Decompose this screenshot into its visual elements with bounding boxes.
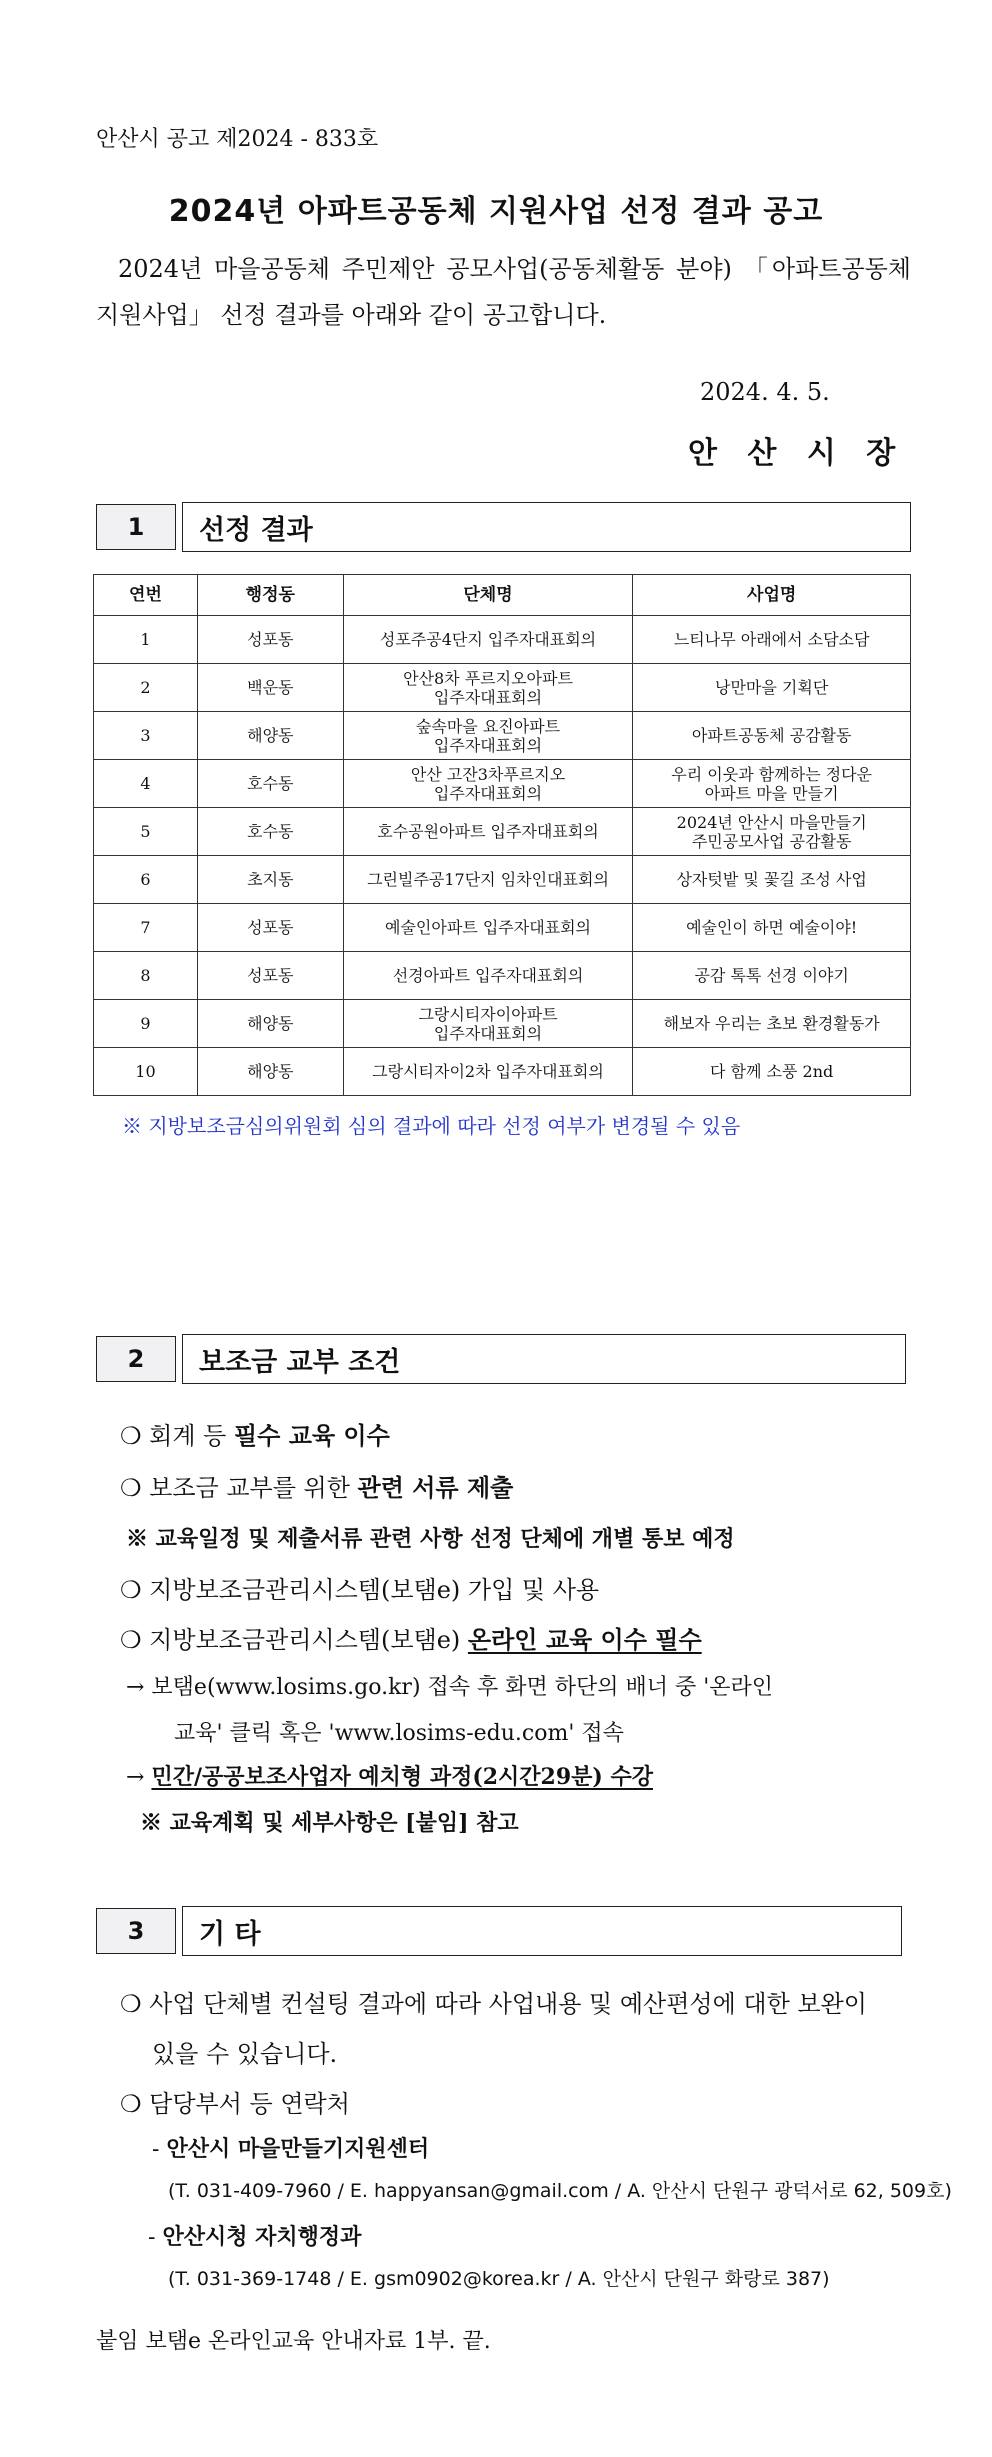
cell-project-line: 주민공모사업 공감활동 [691,831,852,851]
cell-group-line: 입주자대표회의 [433,1023,543,1043]
cell-group-line: 호수공원아파트 입주자대표회의 [377,822,599,841]
other-consulting-line-2: 있을 수 있습니다. [152,2040,338,2068]
cell-no: 9 [94,1000,198,1048]
intro-line-1: 2024년 마을공동체 주민제안 공모사업(공동체활동 분야) 「아파트공동체 [118,255,911,283]
cell-group-line: 입주자대표회의 [433,783,543,803]
table-row [94,1000,911,1048]
footer-attachment: 붙임 보탬e 온라인교육 안내자료 1부. 끝. [96,2329,491,2354]
cell-project-line: 공감 톡톡 선경 이야기 [694,966,849,985]
cell-no: 6 [94,856,198,904]
table-row [94,808,911,856]
notice-date: 2024. 4. 5. [700,378,830,406]
cell-no: 10 [94,1048,198,1096]
table-row [94,664,911,712]
other-consulting-line-1: ❍ 사업 단체별 컨설팅 결과에 따라 사업내용 및 예산편성에 대한 보완이 [120,1990,867,2018]
access-instructions-line-2: 교육' 클릭 혹은 'www.losims-edu.com' 접속 [174,1721,624,1746]
cell-group-line: 선경아파트 입주자대표회의 [392,966,584,985]
cell-dong: 호수동 [197,808,343,856]
cell-project [633,904,911,952]
condition-education: ❍ 회계 등 필수 교육 이수 [120,1421,390,1450]
page-title: 2024년 아파트공동체 지원사업 선정 결과 공고 [168,194,824,229]
table-row [94,760,911,808]
cell-project-line: 상자텃밭 및 꽃길 조성 사업 [676,870,867,889]
table-row [94,1048,911,1096]
cell-no: 8 [94,952,198,1000]
contact-office-info: (T. 031-369-1748 / E. gsm0902@korea.kr / A. 안산시 단원구 화랑로 387) [168,2268,830,2290]
cell-project [633,1048,911,1096]
cell-dong: 성포동 [197,952,343,1000]
cell-group-line: 입주자대표회의 [433,687,543,707]
course-instruction: → 민간/공공보조사업자 예치형 과정(2시간29분) 수강 [126,1764,653,1790]
condition-notice: ※ 교육일정 및 제출서류 관련 사항 선정 단체에 개별 통보 예정 [126,1526,735,1552]
cell-group [343,856,633,904]
table-row [94,952,911,1000]
cell-project [633,712,911,760]
cell-group-line: 예술인아파트 입주자대표회의 [385,918,592,937]
cell-group [343,1048,633,1096]
selection-note: ※ 지방보조금심의위원회 심의 결과에 따라 선정 여부가 변경될 수 있음 [122,1114,741,1138]
cell-no: 2 [94,664,198,712]
section-2-title: 보조금 교부 조건 [182,1334,906,1384]
section-3-number: 3 [96,1908,176,1954]
section-1-number: 1 [96,504,176,550]
cell-project-line: 예술인이 하면 예술이야! [686,918,858,937]
cell-no: 3 [94,712,198,760]
cell-project [633,952,911,1000]
cell-project-line: 낭만마을 기획단 [715,678,829,697]
contact-center-info: (T. 031-409-7960 / E. happyansan@gmail.com / A. 안산시 단원구 광덕서로 62, 509호) [168,2180,952,2202]
section-1-title: 선정 결과 [182,502,911,552]
table-row [94,616,911,664]
cell-project-line: 우리 이웃과 함께하는 정다운 [671,764,873,784]
cell-no: 7 [94,904,198,952]
cell-dong: 해양동 [197,1000,343,1048]
cell-group-line: 안산 고잔3차푸르지오 [410,764,566,784]
cell-dong: 해양동 [197,712,343,760]
cell-dong: 성포동 [197,616,343,664]
cell-project [633,856,911,904]
cell-group [343,904,633,952]
contact-heading: ❍ 담당부서 등 연락처 [120,2090,350,2118]
cell-group [343,616,633,664]
condition-system-join: ❍ 지방보조금관리시스템(보탬e) 가입 및 사용 [120,1576,600,1604]
cell-dong: 성포동 [197,904,343,952]
cell-group [343,1000,633,1048]
cell-group [343,664,633,712]
cell-group [343,760,633,808]
col-header-group: 단체명 [343,575,633,616]
cell-dong: 초지동 [197,856,343,904]
table-row [94,904,911,952]
cell-no: 1 [94,616,198,664]
cell-no: 5 [94,808,198,856]
cell-group-line: 안산8차 푸르지오아파트 [403,668,573,688]
cell-group-line: 숲속마을 요진아파트 [415,716,561,736]
table-row [94,856,911,904]
cell-no: 4 [94,760,198,808]
contact-center-name: - 안산시 마을만들기지원센터 [152,2137,430,2162]
section-3-title: 기 타 [182,1906,902,1956]
cell-group [343,712,633,760]
cell-dong: 백운동 [197,664,343,712]
intro-line-2: 지원사업」 선정 결과를 아래와 같이 공고합니다. [96,301,607,329]
cell-group [343,808,633,856]
cell-project-line: 해보자 우리는 초보 환경활동가 [663,1014,880,1033]
cell-project-line: 다 함께 소풍 2nd [710,1062,834,1081]
attachment-reference: ※ 교육계획 및 세부사항은 [붙임] 참고 [140,1810,519,1836]
notice-number: 안산시 공고 제2024 - 833호 [96,127,379,152]
cell-project [633,808,911,856]
table-row [94,712,911,760]
selection-table [93,574,911,1096]
cell-group [343,952,633,1000]
intro-paragraph [96,246,911,338]
section-2-number: 2 [96,1336,176,1382]
access-instructions-line-1: → 보탬e(www.losims.go.kr) 접속 후 화면 하단의 배너 중 '온라인 [126,1675,774,1700]
cell-project [633,664,911,712]
col-header-project: 사업명 [633,575,911,616]
cell-dong: 호수동 [197,760,343,808]
cell-project [633,760,911,808]
cell-project [633,616,911,664]
cell-group-line: 그랑시티자이아파트 [418,1004,558,1024]
cell-group-line: 입주자대표회의 [433,735,543,755]
cell-group-line: 그랑시티자이2차 입주자대표회의 [372,1062,604,1081]
cell-project [633,1000,911,1048]
condition-documents: ❍ 보조금 교부를 위한 관련 서류 제출 [120,1473,514,1502]
cell-project-line: 아파트공동체 공감활동 [691,726,852,745]
cell-project-line: 느티나무 아래에서 소담소담 [673,630,870,649]
cell-project-line: 아파트 마을 만들기 [704,783,839,803]
cell-group-line: 성포주공4단지 입주자대표회의 [379,630,597,649]
issuer: 안 산 시 장 [688,436,906,471]
col-header-dong: 행정동 [197,575,343,616]
cell-project-line: 2024년 안산시 마을만들기 [676,812,867,832]
contact-office-name: - 안산시청 자치행정과 [148,2225,362,2250]
condition-online-education: ❍ 지방보조금관리시스템(보탬e) 온라인 교육 이수 필수 [120,1625,702,1654]
table-header-row [94,575,911,616]
cell-dong: 해양동 [197,1048,343,1096]
col-header-no: 연번 [94,575,198,616]
cell-group-line: 그린빌주공17단지 임차인대표회의 [367,870,609,889]
